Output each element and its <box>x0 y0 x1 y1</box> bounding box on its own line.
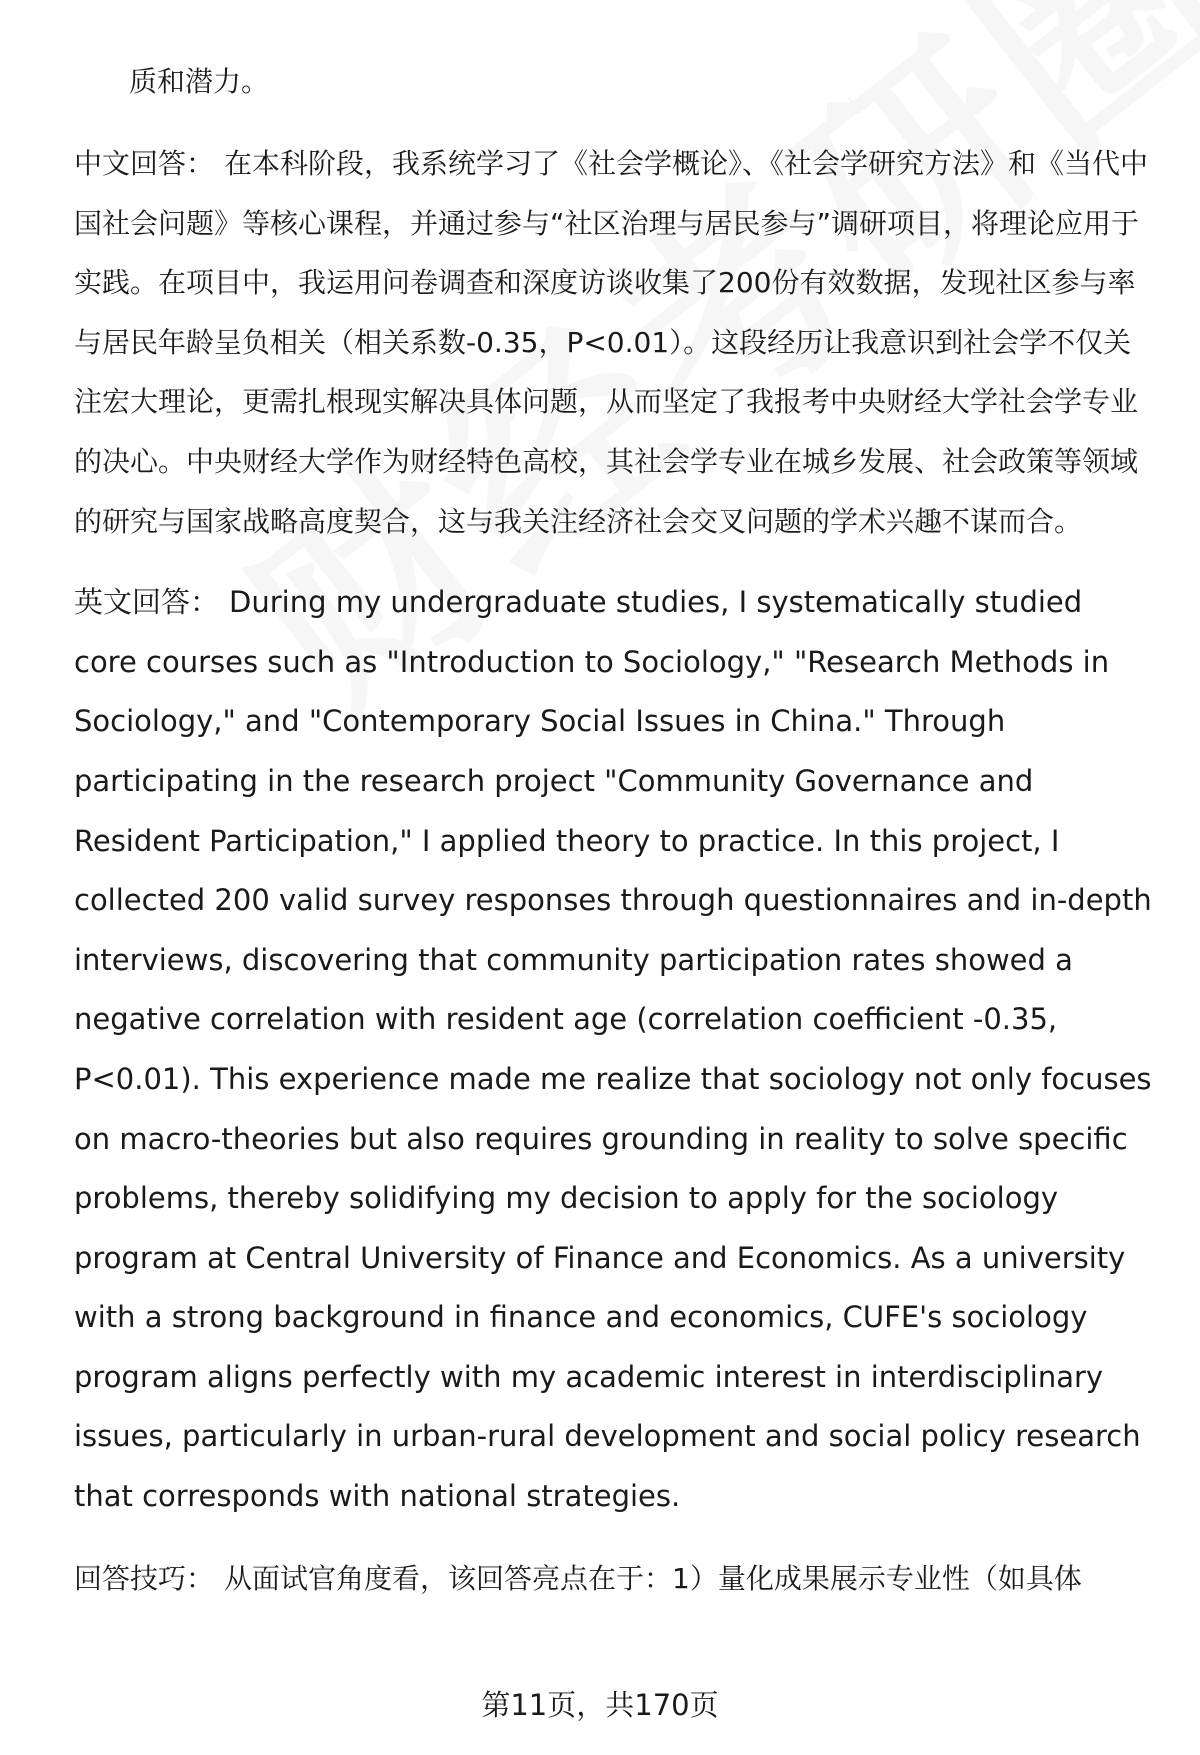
continuation-line: 质和潜力。 <box>129 65 270 98</box>
tips-text: 从面试官角度看，该回答亮点在于：1）量化成果展示专业性（如具体 <box>224 1561 1082 1595</box>
chinese-answer-label: 中文回答： <box>74 147 215 180</box>
english-answer-label: 英文回答： <box>74 585 220 620</box>
english-answer-text: During my undergraduate studies, I systematically studied core courses such as "Introduction to Sociology," "Research Methods in Sociology," and "Contemporary Social Issues in China." Through participating in the research project "Community Governance and Resident Participation," I applied theory to practice. In this project, I collected 200 valid survey responses through questionnaires and in-depth interviews, discovering that community participation rates showed a negative correlation with resident age (correlation coefficient -0.35, P<0.01). This experience made me realize that sociology not only focuses on macro-theories but also requires grounding in reality to solve specific problems, thereby solidifying my decision to apply for the sociology program at Central University of Finance and Economics. As a university with a strong background in finance and economics, CUFE's sociology program aligns perfectly with my academic interest in interdisciplinary issues, particularly in urban-rural development and social policy research that corresponds with national strategies. <box>74 585 1152 1514</box>
tips-label: 回答技巧： <box>74 1561 215 1595</box>
english-answer-paragraph <box>74 573 1154 1527</box>
tips-paragraph <box>74 1549 1154 1609</box>
chinese-answer-text: 在本科阶段，我系统学习了《社会学概论》、《社会学研究方法》和《当代中国社会问题》等核心课程，并通过参与“社区治理与居民参与”调研项目，将理论应用于实践。在项目中，我运用问卷调查和深度访谈收集了200份有效数据，发现社区参与率与居民年龄呈负相关（相关系数-0.35，P<0.01）。这段经历让我意识到社会学不仅关注宏大理论，更需扎根现实解决具体问题，从而坚定了我报考中央财经大学社会学专业的决心。中央财经大学作为财经特色高校，其社会学专业在城乡发展、社会政策等领域的研究与国家战略高度契合，这与我关注经济社会交叉问题的学术兴趣不谋而合。 <box>74 147 1149 538</box>
page-footer: 第11页，共170页 <box>481 1688 719 1722</box>
chinese-answer-paragraph <box>74 134 1154 551</box>
page-content <box>74 52 1154 1630</box>
